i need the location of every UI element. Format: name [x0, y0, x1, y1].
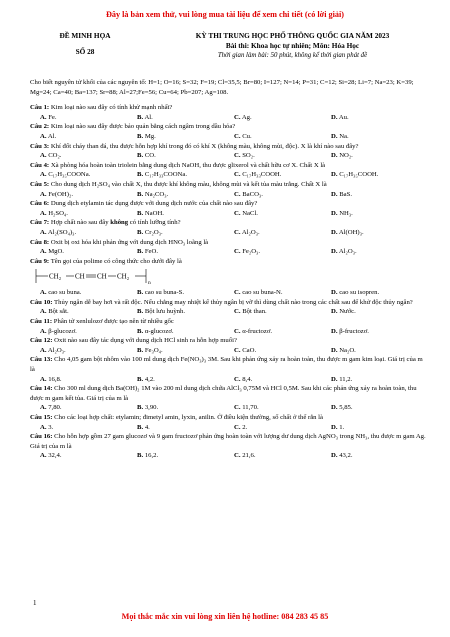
- answer-option: [40, 132, 137, 142]
- option-letter: D.: [331, 152, 338, 160]
- option-letter: B.: [137, 346, 144, 354]
- option-text: Al(OH)₃.: [338, 228, 364, 236]
- option-text: 43,2.: [339, 452, 353, 460]
- answer-options: [40, 346, 428, 356]
- option-letter: D.: [331, 248, 338, 256]
- answer-option: [331, 346, 428, 356]
- option-letter: C.: [234, 289, 241, 297]
- option-letter: C.: [234, 375, 241, 383]
- exam-title: KỲ THI TRUNG HỌC PHỔ THÔNG QUỐC GIA NĂM 2023: [195, 31, 390, 40]
- answer-option: [137, 423, 234, 433]
- question-label: Câu 1:: [30, 104, 50, 112]
- option-letter: D.: [331, 452, 338, 460]
- option-text: Cr₂O₃.: [144, 228, 163, 236]
- option-text: Bột than.: [242, 308, 267, 316]
- option-text: C₁₇H₃₅COONa.: [48, 171, 91, 179]
- option-letter: D.: [331, 375, 338, 383]
- option-text: β-fructozơ.: [339, 327, 369, 335]
- option-text: 16,2.: [144, 452, 159, 460]
- answer-option: [40, 307, 137, 317]
- option-letter: C.: [234, 190, 241, 198]
- option-text: 21,6.: [242, 452, 256, 460]
- question-label: Câu 12:: [30, 337, 53, 345]
- option-text: 11,2.: [339, 375, 353, 383]
- question-label: Câu 15:: [30, 414, 53, 421]
- option-letter: C.: [234, 423, 241, 431]
- option-text: 3,90.: [144, 404, 159, 412]
- option-text: Cu.: [242, 132, 252, 140]
- option-letter: D.: [331, 171, 338, 179]
- option-text: 2.: [242, 423, 248, 431]
- option-letter: C.: [234, 308, 241, 316]
- question-text: Tên gọi của polime có công thức cho dưới đây là: [50, 257, 182, 265]
- option-text: Fe.: [48, 113, 57, 121]
- answer-option: [234, 228, 331, 238]
- option-text: Al.: [47, 132, 57, 140]
- answer-option: [331, 307, 428, 317]
- option-letter: B.: [137, 248, 144, 256]
- option-text: CO.: [144, 152, 156, 160]
- option-text: Bột lưu huỳnh.: [144, 308, 186, 316]
- answer-option: [40, 288, 137, 298]
- option-text: Bột sắt.: [48, 308, 69, 316]
- question-16: [30, 432, 428, 451]
- answer-options: [40, 247, 428, 257]
- option-letter: B.: [137, 113, 144, 121]
- option-text: 1.: [339, 423, 345, 431]
- atomic-masses: Cho biết nguyên tử khối của các nguyên tố: H=1; O=16; S=32; F=19; Cl=35,5; Br=80; I=127; N=14; P=31; C=12; Si=28; Li=7; Na=23; K=39; Mg=24; Ca=40; Ba=137; Sr=88; Al=27;Fe=56; Cu=64; Pb=207; Ag=108.: [30, 79, 414, 96]
- answer-options: [40, 451, 428, 461]
- option-letter: A.: [40, 346, 47, 354]
- answer-option: [40, 423, 137, 433]
- question-text: Kim loại nào sau đây được bảo quản bằng cách ngâm trong dầu hỏa?: [50, 123, 236, 131]
- question-label: Câu 7:: [30, 219, 50, 227]
- option-text: 11,70.: [242, 404, 259, 412]
- question-15: [30, 413, 428, 423]
- answer-option: [331, 288, 428, 298]
- option-text: MgO.: [48, 248, 64, 256]
- answer-option: [137, 113, 234, 123]
- option-letter: A.: [40, 152, 47, 160]
- answer-options: [40, 151, 428, 161]
- question-2: [30, 122, 428, 132]
- option-letter: A.: [40, 404, 47, 412]
- option-letter: C.: [234, 228, 241, 236]
- question-text: Khí đốt cháy than đá, thu được hỗn hợp khí trong đó có khí X (không màu, không mùi, độc). X là khí nào sau đây?: [50, 142, 359, 150]
- question-8: [30, 238, 428, 248]
- answer-options: [40, 423, 428, 433]
- option-letter: D.: [331, 404, 338, 412]
- option-text: cao su isopren.: [339, 289, 380, 297]
- option-letter: D.: [331, 132, 338, 140]
- answer-option: [40, 170, 137, 180]
- option-text: C₁₇H₃₃COOH.: [242, 171, 282, 179]
- option-letter: B.: [137, 327, 144, 335]
- option-letter: C.: [234, 209, 241, 217]
- option-text: cao su buna-N.: [242, 289, 283, 297]
- question-text: Hợp chất nào sau đây: [50, 219, 111, 227]
- option-letter: C.: [234, 452, 241, 460]
- question-label: Câu 5:: [30, 180, 50, 188]
- option-letter: B.: [137, 171, 144, 179]
- formula-group: CH: [75, 272, 85, 281]
- option-letter: B.: [137, 289, 144, 297]
- answer-option: [234, 170, 331, 180]
- question-label: Câu 16:: [30, 433, 53, 441]
- question-label: Câu 11:: [30, 318, 53, 326]
- answer-option: [331, 403, 428, 413]
- answer-option: [40, 209, 137, 219]
- option-text: Al₂O₃.: [338, 248, 357, 256]
- option-letter: B.: [137, 152, 144, 160]
- option-text: Na₂O.: [339, 346, 356, 354]
- option-text: BaCO₃.: [242, 190, 263, 198]
- option-letter: C.: [234, 152, 241, 160]
- option-text: Fe₃O₄.: [144, 346, 163, 354]
- option-letter: C.: [234, 346, 241, 354]
- question-1: [30, 103, 428, 113]
- answer-option: [234, 288, 331, 298]
- answer-options: [40, 403, 428, 413]
- answer-options: [40, 327, 428, 337]
- question-label: Câu 14:: [30, 385, 53, 393]
- option-letter: A.: [40, 132, 47, 140]
- option-text: CO₂.: [48, 152, 62, 160]
- answer-option: [137, 247, 234, 257]
- question-text: Oxit nào sau đây tác dụng với dung dịch HCl sinh ra hỗn hợp muối?: [54, 337, 237, 345]
- answer-option: [40, 346, 137, 356]
- option-letter: B.: [137, 452, 144, 460]
- option-letter: A.: [40, 423, 47, 431]
- question-5: [30, 180, 428, 190]
- option-letter: B.: [137, 375, 144, 383]
- option-text: Al₂O₃.: [47, 346, 66, 354]
- option-letter: A.: [40, 248, 47, 256]
- question-10: [30, 298, 428, 308]
- page-number: 1: [33, 599, 37, 607]
- option-letter: B.: [137, 308, 144, 316]
- exam-type-title: ĐỀ MINH HỌA: [59, 31, 111, 40]
- answer-option: [234, 247, 331, 257]
- answer-option: [40, 403, 137, 413]
- formula-group: CH₂: [117, 272, 130, 281]
- answer-option: [234, 451, 331, 461]
- answer-option: [40, 151, 137, 161]
- option-text: C₁₇H₃₅COOH.: [339, 171, 379, 179]
- option-text: 7,80.: [48, 404, 62, 412]
- question-12: [30, 336, 428, 346]
- option-letter: B.: [137, 404, 144, 412]
- option-text: Nước.: [339, 308, 356, 316]
- option-letter: A.: [40, 209, 47, 217]
- answer-option: [137, 346, 234, 356]
- question-label: Câu 9:: [30, 257, 50, 265]
- formula-group: CH₂: [49, 272, 62, 281]
- option-letter: D.: [331, 289, 338, 297]
- option-text: α-glucozơ.: [144, 327, 174, 335]
- question-text: Phân tử xenlulozơ được tạo nên từ nhiều gốc: [53, 318, 174, 326]
- question-label: Câu 8:: [30, 238, 50, 246]
- option-letter: A.: [40, 308, 47, 316]
- answer-option: [331, 228, 428, 238]
- answer-option: [234, 190, 331, 200]
- option-text: Al₂(SO₄)₃.: [47, 228, 77, 236]
- option-letter: A.: [40, 452, 47, 460]
- option-text: NaCl.: [242, 209, 258, 217]
- question-3: [30, 142, 428, 152]
- answer-option: [331, 327, 428, 337]
- option-text: Na.: [339, 132, 349, 140]
- option-letter: D.: [331, 346, 338, 354]
- question-text-emphasis: không: [110, 219, 129, 227]
- answer-options: [40, 375, 428, 385]
- option-text: 32,4.: [48, 452, 62, 460]
- option-letter: A.: [40, 289, 47, 297]
- answer-option: [137, 170, 234, 180]
- answer-option: [137, 228, 234, 238]
- option-letter: A.: [40, 190, 47, 198]
- question-label: Câu 2:: [30, 123, 50, 131]
- option-text: CaO.: [242, 346, 257, 354]
- answer-option: [40, 228, 137, 238]
- answer-option: [137, 307, 234, 317]
- question-label: Câu 6:: [30, 200, 50, 208]
- answer-options: [40, 190, 428, 200]
- answer-option: [234, 132, 331, 142]
- exam-code-block: [30, 31, 140, 57]
- question-text: Thủy ngân dễ bay hơi và rất độc. Nếu chẳng may nhiệt kế thủy ngân bị vỡ thì dùng chất nào trong các chất sau để khử độc thủy ngân?: [54, 298, 413, 306]
- option-text: cao su buna.: [48, 289, 82, 297]
- option-letter: A.: [40, 327, 47, 335]
- option-text: NH₃.: [339, 209, 353, 217]
- option-letter: B.: [137, 190, 144, 198]
- option-text: Al.: [144, 113, 153, 121]
- formula-subscript-n: n: [148, 280, 151, 287]
- option-text: α-fructozơ.: [242, 327, 273, 335]
- question-13: [30, 355, 428, 374]
- answer-option: [40, 190, 137, 200]
- option-text: Na₂CO₃.: [144, 190, 169, 198]
- answer-option: [40, 375, 137, 385]
- option-letter: C.: [234, 113, 241, 121]
- hotline-footer: Mọi thắc mắc xin vui lòng xin liên hệ hotline: 084 283 45 85: [121, 612, 329, 621]
- option-letter: D.: [331, 327, 338, 335]
- exam-time: Thời gian làm bài: 50 phút, không kể thời gian phát đề: [217, 52, 368, 59]
- question-text: Cho dung dịch H₂SO₄ vào chất X, thu được khí không màu, không mùi và kết tủa màu trắng. Chất X là: [50, 180, 327, 188]
- answer-option: [331, 113, 428, 123]
- question-6: [30, 199, 428, 209]
- option-text: 5,85.: [339, 404, 353, 412]
- question-11: [30, 317, 428, 327]
- option-letter: D.: [331, 423, 338, 431]
- answer-option: [234, 209, 331, 219]
- option-letter: B.: [137, 132, 144, 140]
- question-text: Cho các loại hợp chất: etylamin; đimetyl amin, lyxin, anilin. Ở điều kiện thường, số chất ở thể rắn là: [54, 414, 324, 421]
- question-text: Oxit bị oxi hóa khi phản ứng với dung dịch HNO₃ loãng là: [50, 238, 209, 246]
- option-letter: C.: [234, 248, 241, 256]
- answer-option: [137, 375, 234, 385]
- answer-option: [137, 451, 234, 461]
- option-letter: D.: [331, 308, 338, 316]
- polymer-structure-diagram: [34, 266, 174, 286]
- question-text: Xà phòng hóa hoàn toàn triolein bằng dung dịch NaOH, thu được glixerol và chất hữu cơ X. Chất X là: [50, 161, 326, 169]
- answer-option: [137, 327, 234, 337]
- option-text: SO₂.: [242, 152, 255, 160]
- option-text: Al₂O₃.: [241, 228, 260, 236]
- question-4: [30, 161, 428, 171]
- answer-option: [137, 288, 234, 298]
- option-text: β-glucozơ.: [48, 327, 77, 335]
- answer-option: [234, 375, 331, 385]
- option-text: 4.: [144, 423, 150, 431]
- option-letter: D.: [331, 113, 338, 121]
- question-text: Cho 4,05 gam bột nhôm vào 100 ml dung dịch Fe(NO₃)₃ 3M. Sau khi phản ứng xảy ra hoàn toàn, thu được m gam kim loại. Giá trị của m là: [30, 356, 423, 374]
- question-label: Câu 3:: [30, 142, 50, 150]
- answer-options: [40, 307, 428, 317]
- option-text: 8,4.: [242, 375, 253, 383]
- option-letter: A.: [40, 228, 47, 236]
- option-text: Mg.: [144, 132, 156, 140]
- option-text: C₁₇H₃₃COONa.: [144, 171, 188, 179]
- option-text: 3.: [48, 423, 54, 431]
- question-text: Kim loại nào sau đây có tính khử mạnh nhất?: [50, 104, 173, 112]
- answer-options: [40, 228, 428, 238]
- answer-option: [234, 151, 331, 161]
- option-text: Au.: [338, 113, 349, 121]
- option-text: Fe(OH)₂.: [48, 190, 73, 198]
- answer-options: [40, 288, 428, 298]
- question-label: Câu 10:: [30, 298, 53, 306]
- answer-option: [234, 423, 331, 433]
- option-text: cao su buna-S.: [144, 289, 185, 297]
- option-text: H₂SO₄.: [48, 209, 68, 217]
- answer-option: [137, 190, 234, 200]
- question-14: [30, 384, 428, 403]
- polymer-formula: [34, 266, 428, 286]
- formula-group: CH: [97, 272, 107, 281]
- exam-title-block: [150, 31, 435, 61]
- question-list: [30, 78, 428, 461]
- question-text: Cho hỗn hợp gồm 27 gam glucozơ và 9 gam fructozơ phản ứng hoàn toàn với lượng dư dung dịch AgNO₃ trong NH₃, thu được m gam Ag. Giá trị của m là: [30, 433, 426, 450]
- option-letter: C.: [234, 132, 241, 140]
- answer-option: [331, 151, 428, 161]
- answer-options: [40, 209, 428, 219]
- question-text: có tính lưỡng tính?: [128, 219, 181, 227]
- answer-option: [137, 151, 234, 161]
- option-text: NaOH.: [144, 209, 164, 217]
- answer-option: [331, 451, 428, 461]
- option-letter: B.: [137, 423, 144, 431]
- answer-option: [234, 346, 331, 356]
- option-letter: B.: [137, 228, 144, 236]
- exam-subject: Bài thi: Khoa học tự nhiên; Môn: Hóa Học: [225, 41, 360, 50]
- answer-option: [234, 327, 331, 337]
- option-text: 16,8.: [48, 375, 62, 383]
- option-letter: A.: [40, 113, 47, 121]
- answer-option: [234, 307, 331, 317]
- answer-option: [331, 423, 428, 433]
- question-label: Câu 4:: [30, 161, 50, 169]
- option-letter: D.: [331, 190, 338, 198]
- answer-option: [331, 190, 428, 200]
- answer-options: [40, 170, 428, 180]
- answer-option: [331, 132, 428, 142]
- answer-option: [137, 132, 234, 142]
- answer-option: [331, 247, 428, 257]
- answer-options: [40, 132, 428, 142]
- answer-option: [40, 247, 137, 257]
- option-letter: D.: [331, 228, 338, 236]
- question-label: Câu 13:: [30, 356, 53, 364]
- option-text: BaS.: [339, 190, 353, 198]
- question-7: [30, 218, 428, 228]
- option-letter: C.: [234, 327, 241, 335]
- question-9: [30, 257, 428, 267]
- answer-option: [40, 451, 137, 461]
- answer-options: [40, 113, 428, 123]
- question-text: Cho 300 ml dung dịch Ba(OH)₂ 1M vào 200 ml dung dịch chứa AlCl₃ 0,75M và HCl 0,5M. Sau khi các phản ứng xảy ra hoàn toàn, thu được m gam kết tủa. Giá trị của m là: [30, 385, 417, 402]
- option-text: FeO.: [144, 248, 159, 256]
- option-letter: C.: [234, 404, 241, 412]
- answer-option: [40, 113, 137, 123]
- option-letter: A.: [40, 375, 47, 383]
- option-text: Ag.: [241, 113, 252, 121]
- question-text: Dung dịch etylamin tác dụng được với dung dịch nước của chất nào sau đây?: [50, 200, 258, 208]
- answer-option: [137, 403, 234, 413]
- answer-option: [234, 403, 331, 413]
- answer-option: [234, 113, 331, 123]
- option-letter: A.: [40, 171, 47, 179]
- option-text: Fe₂O₃.: [242, 248, 261, 256]
- answer-option: [331, 375, 428, 385]
- exam-number: SỐ 28: [75, 47, 95, 56]
- option-text: NO₂.: [339, 152, 353, 160]
- option-letter: C.: [234, 171, 241, 179]
- preview-notice: Đây là bản xem thử, vui lòng mua tài liệu để xem chi tiết (có lời giải): [105, 10, 344, 19]
- option-letter: D.: [331, 209, 338, 217]
- answer-option: [137, 209, 234, 219]
- option-text: 4,2.: [144, 375, 155, 383]
- answer-option: [331, 209, 428, 219]
- answer-option: [331, 170, 428, 180]
- option-letter: B.: [137, 209, 144, 217]
- answer-option: [40, 327, 137, 337]
